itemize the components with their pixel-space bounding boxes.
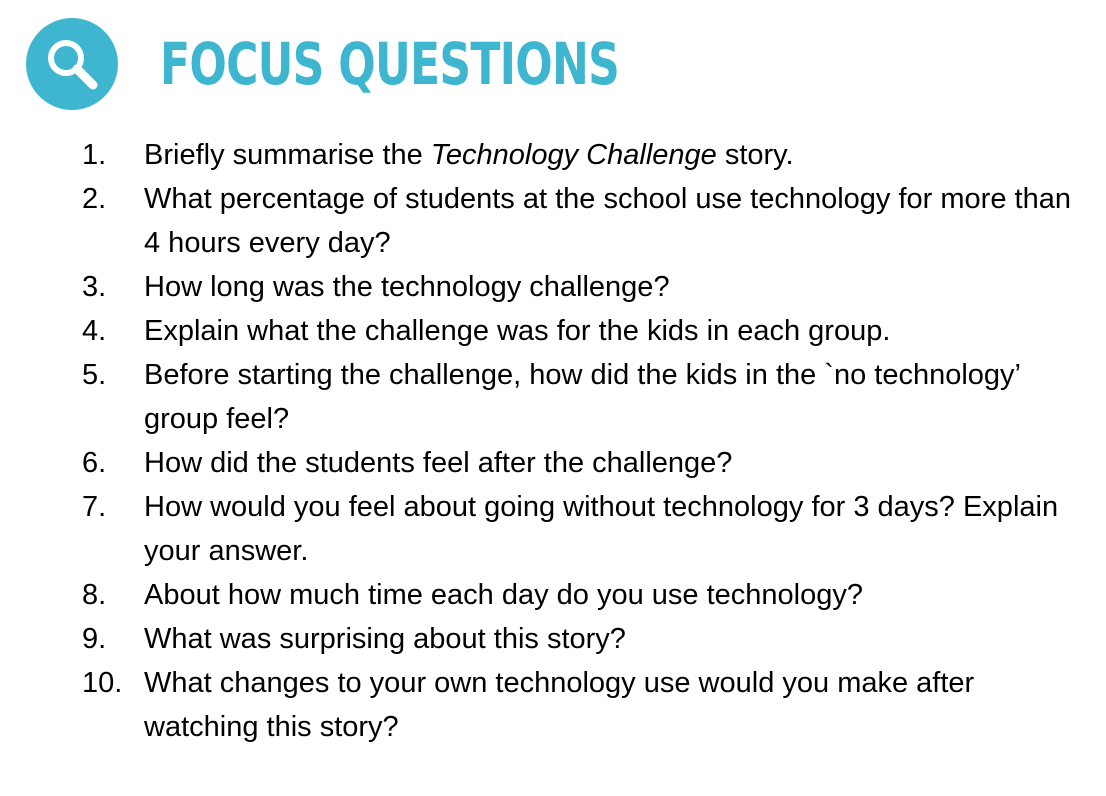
question-number: 6.	[82, 447, 107, 479]
question-number: 7.	[82, 491, 107, 523]
question-text: What percentage of students at the school use technology for more than 4 hours every day?	[144, 183, 1071, 259]
question-text: Before starting the challenge, how did the kids in the `no technology’ group feel?	[144, 359, 1020, 435]
question-number: 8.	[82, 579, 107, 611]
focus-questions-header	[26, 18, 764, 110]
question-number: 10.	[82, 667, 123, 699]
question-text: Explain what the challenge was for the kids in each group.	[144, 315, 891, 347]
question-text: How long was the technology challenge?	[144, 271, 670, 303]
story-title: Technology Challenge	[430, 139, 717, 171]
question-text: How did the students feel after the challenge?	[144, 447, 733, 479]
question-item-8	[82, 573, 1094, 617]
page-title: FOCUS QUESTIONS	[160, 30, 620, 98]
question-number: 2.	[82, 183, 107, 215]
question-item-1	[82, 133, 1094, 177]
question-item-5	[82, 353, 1094, 441]
question-text: About how much time each day do you use technology?	[144, 579, 864, 611]
question-number: 9.	[82, 623, 107, 655]
question-item-6	[82, 441, 1094, 485]
question-item-10	[82, 661, 1094, 749]
question-text: What was surprising about this story?	[144, 623, 626, 655]
magnifying-glass-icon	[42, 34, 102, 94]
question-item-4	[82, 309, 1094, 353]
question-item-9	[82, 617, 1094, 661]
search-badge	[26, 18, 118, 110]
question-number: 4.	[82, 315, 107, 347]
question-number: 1.	[82, 139, 107, 171]
question-text: What changes to your own technology use would you make after watching this story?	[144, 667, 975, 743]
question-number: 3.	[82, 271, 107, 303]
question-number: 5.	[82, 359, 107, 391]
question-item-3	[82, 265, 1094, 309]
question-text: Briefly summarise the Technology Challenge story.	[144, 139, 794, 171]
question-text: How would you feel about going without technology for 3 days? Explain your answer.	[144, 491, 1059, 567]
question-item-2	[82, 177, 1094, 265]
question-list	[82, 133, 1094, 749]
question-item-7	[82, 485, 1094, 573]
